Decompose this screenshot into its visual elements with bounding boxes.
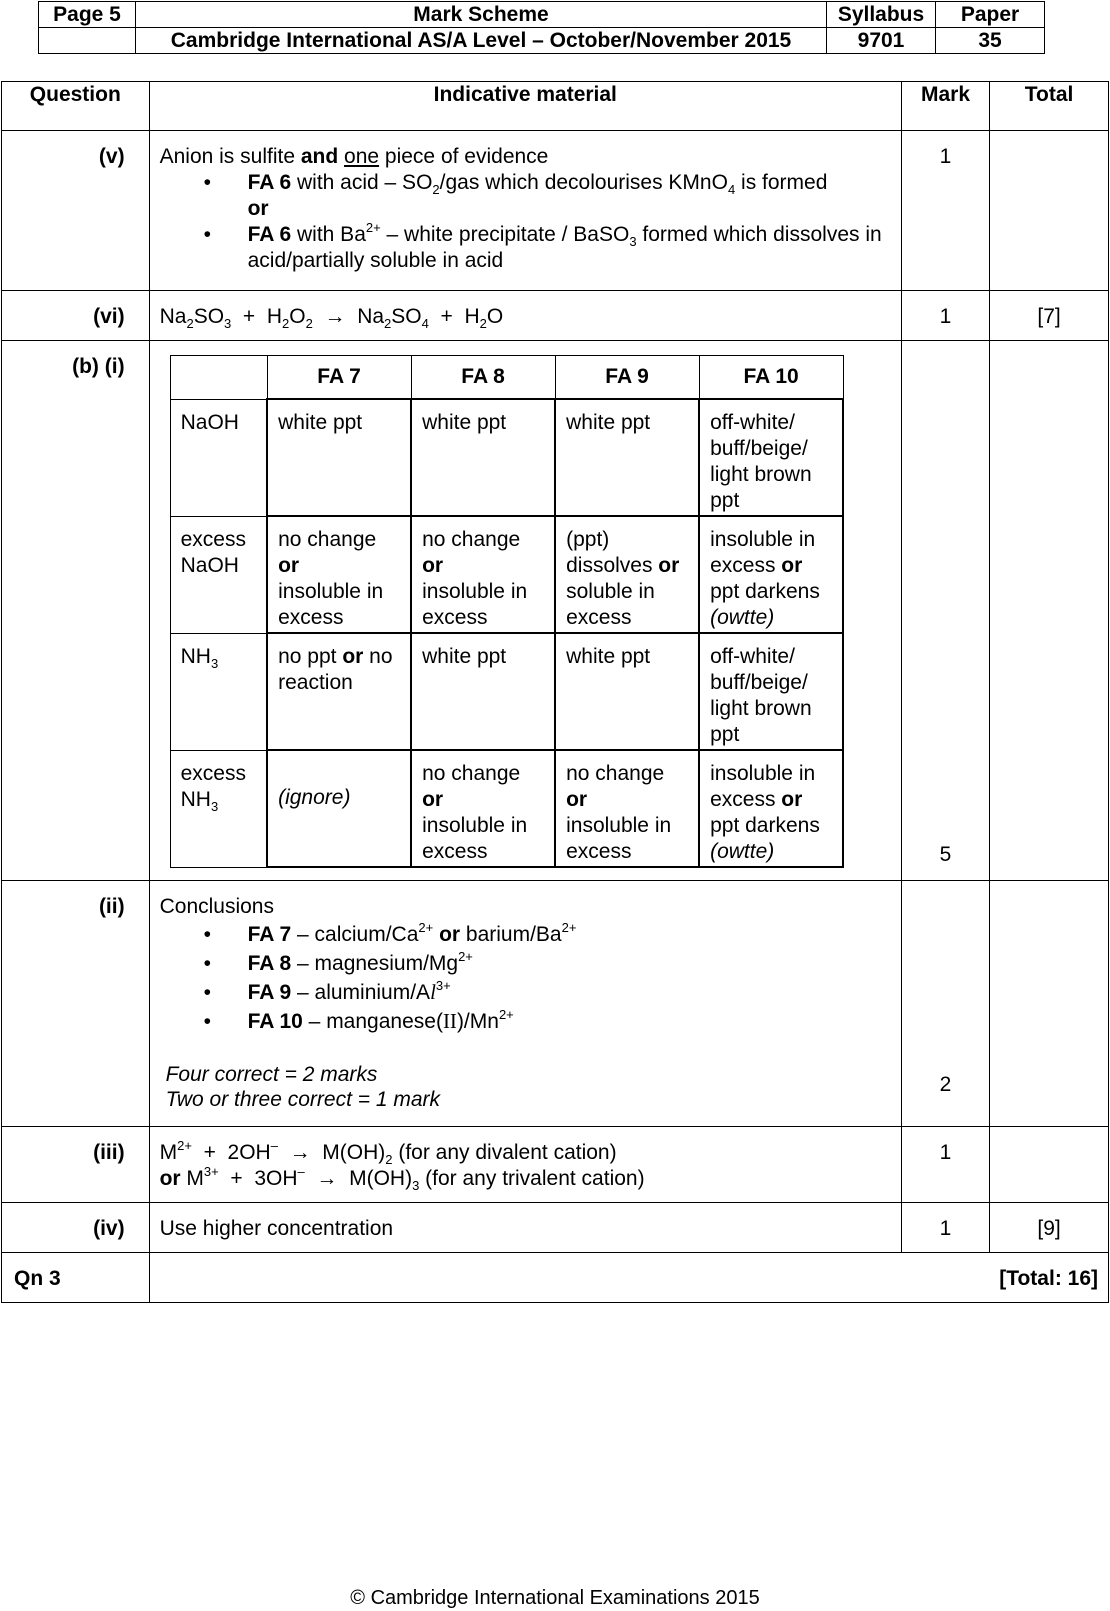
mark-iii: 1 xyxy=(939,1141,952,1164)
row-ii xyxy=(2,881,1109,1127)
row-iii xyxy=(2,1127,1109,1203)
header-fa7: FA 7 xyxy=(267,356,411,400)
q-label: (ii) xyxy=(98,895,125,918)
grand-total: [Total: 16] xyxy=(149,1253,1108,1303)
cell: insoluble in excess or ppt darkens (owtte) xyxy=(699,750,843,867)
col-total: Total xyxy=(990,82,1109,131)
owtte: (owtte) xyxy=(710,606,775,629)
cell: white ppt xyxy=(555,399,699,516)
owtte: (owtte) xyxy=(710,840,775,863)
qn-label: Qn 3 xyxy=(2,1253,150,1303)
total-ii xyxy=(990,881,1108,894)
q-label: (v) xyxy=(98,145,125,168)
page-number: Page 5 xyxy=(39,2,136,28)
equation-iii: $M^{2+} + 2OH^- \to M(OH)_2$ (for any divalent cation) or $M^{3+} + 3OH^- \to M(OH)_3$ (for any trivalent cation) xyxy=(149,1127,901,1203)
header-table xyxy=(38,1,1045,54)
row-v xyxy=(2,131,1109,291)
indicative-iv: Use higher concentration xyxy=(149,1203,901,1253)
syllabus-label: Syllabus xyxy=(827,2,936,28)
cell: off-white/ buff/beige/ light brown ppt xyxy=(699,633,843,750)
total-v xyxy=(990,131,1108,144)
reagent-excess-nh3: excess $NH_3$ xyxy=(170,750,267,867)
col-question: Question xyxy=(2,82,150,131)
q-label: (vi) xyxy=(93,305,125,328)
cell: off-white/ buff/beige/ light brown ppt xyxy=(699,399,843,516)
indicative-ii: Conclusions • FA 7 – calcium/$Ca^{2+}$ or barium/$Ba^{2+}$ • FA 8 – magnesium/$Mg^{2+}$ • FA 9 – aluminium/$Al^{3+}$ • FA $10 - manganese(II)/Mn^{2+}$ Four correct = 2 marks Two or three correct = 1 mark xyxy=(149,881,901,1127)
blank-cell xyxy=(39,28,136,54)
mark-vi: 1 xyxy=(939,305,952,328)
col-mark: Mark xyxy=(901,82,989,131)
header-fa10: FA 10 xyxy=(699,356,843,400)
reagent-nh3: $NH_3$ xyxy=(170,633,267,750)
paper-label: Paper xyxy=(936,2,1045,28)
cell: no ppt or no reaction xyxy=(267,633,411,750)
q-label: (b) (i) xyxy=(72,355,125,378)
doc-subtitle: Cambridge International AS/A Level – October/November 2015 xyxy=(136,28,827,54)
equation-vi: $Na_2SO_3 + H_2O_2 \to Na_2SO_4 + H_2O$ xyxy=(149,291,901,341)
mark-v: 1 xyxy=(939,145,952,168)
cell: no change or insoluble in excess xyxy=(555,750,699,867)
col-indicative: Indicative material xyxy=(149,82,901,131)
q-label: (iii) xyxy=(93,1141,125,1164)
total-iii xyxy=(990,1127,1108,1140)
observations-table xyxy=(170,355,845,868)
indicative-v: Anion is sulfite and one piece of evidence • FA 6 with acid – $SO_2$/gas which decolourises KMnO$_4$ is formed or • FA 6 with $Ba^{2+}$ – white precipitate / BaSO$_3$ formed which dissolves in acid/partially soluble in acid xyxy=(149,131,901,291)
cell: insoluble in excess or ppt darkens (owtte) xyxy=(699,516,843,633)
cell: (ppt) dissolves or soluble in excess xyxy=(555,516,699,633)
mark-b-i: 5 xyxy=(939,843,952,866)
two-correct: Two or three correct = 1 mark xyxy=(165,1088,441,1111)
row-vi xyxy=(2,291,1109,341)
four-correct: Four correct = 2 marks xyxy=(165,1063,378,1086)
header-fa8: FA 8 xyxy=(411,356,555,400)
q-label: (iv) xyxy=(93,1217,125,1240)
row-iv xyxy=(2,1203,1109,1253)
total-iv: [9] xyxy=(1037,1217,1061,1240)
mark-iv: 1 xyxy=(939,1217,952,1240)
cell: (ignore) xyxy=(267,750,411,867)
cell: white ppt xyxy=(411,633,555,750)
cell: white ppt xyxy=(267,399,411,516)
row-qn3 xyxy=(2,1253,1109,1303)
total-vi: [7] xyxy=(1037,305,1061,328)
paper-code: 35 xyxy=(936,28,1045,54)
total-b-i xyxy=(990,341,1108,354)
cell: no change or insoluble in excess xyxy=(411,750,555,867)
blank-header xyxy=(170,356,267,400)
reagent-naoh: NaOH xyxy=(170,399,267,516)
row-b-i xyxy=(2,341,1109,881)
syllabus-code: 9701 xyxy=(827,28,936,54)
cell: no change or insoluble in excess xyxy=(267,516,411,633)
mark-scheme-table xyxy=(1,81,1109,1303)
footer-copyright: © Cambridge International Examinations 2015 xyxy=(350,1587,760,1609)
cell: white ppt xyxy=(411,399,555,516)
reagent-excess-naoh: excess NaOH xyxy=(170,516,267,633)
cell: white ppt xyxy=(555,633,699,750)
cell: no change or insoluble in excess xyxy=(411,516,555,633)
header-fa9: FA 9 xyxy=(555,356,699,400)
doc-title: Mark Scheme xyxy=(136,2,827,28)
mark-ii: 2 xyxy=(939,1073,952,1096)
